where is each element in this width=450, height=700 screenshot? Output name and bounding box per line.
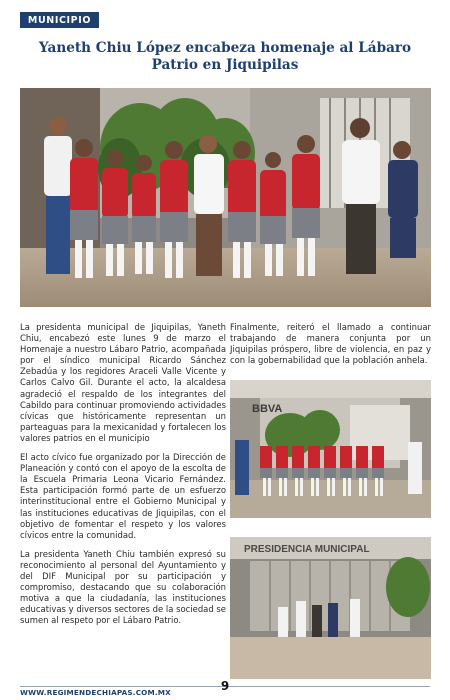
presidencia-photo <box>230 537 431 679</box>
building-sign: PRESIDENCIA MUNICIPAL <box>244 544 370 555</box>
article-body-left <box>20 322 226 634</box>
body-paragraph: El acto cívico fue organizado por la Dirección de Planeación y contó con el apoyo de la escolta de la Escuela Primaria Leona Vicario Fernández. Esta participación formó parte de un esfuerzo interinstitucional entre el Gobierno Municipal y las instituciones educativas de Jiquipilas, con el objetivo de fomentar el respeto y los valores cívicos entre la comunidad. <box>20 452 226 540</box>
body-paragraph: La presidenta municipal de Jiquipilas, Yaneth Chiu, encabezó este lunes 9 de marzo el Homenaje a nuestro Lábaro Patrio, acompañada por el síndico municipal Ricardo Sánchez Zebadúa y los regidores Araceli Valle Vicente y Carlos Calvo Gil. Durante el acto, la alcaldesa agradeció el respaldo de los integrantes del Cabildo para continuar promoviendo actividades cívicas que históricamente representan un parteaguas para la mexicanidad y fortalecen los valores patrios en el municipio <box>20 322 226 443</box>
body-paragraph: La presidenta Yaneth Chiu también expresó su reconocimiento al personal del Ayuntamiento y del DIF Municipal por su participación y compromiso, destacando que su colaboración motiva a que la ciudadanía, las instituciones educativas y diversos sectores de la sociedad se sumen al respeto por el Lábaro Patrio. <box>20 548 226 626</box>
article-body-right <box>230 322 431 374</box>
footer-url[interactable]: WWW.REGIMENDECHIAPAS.COM.MX <box>20 688 171 697</box>
escolta-photo <box>230 380 431 518</box>
section-tag: MUNICIPIO <box>20 12 99 28</box>
body-paragraph: Finalmente, reiteró el llamado a continuar trabajando de manera conjunta por un Jiquipilas próspero, libre de violencia, en paz y con la gobernabilidad que la población anhela. <box>230 322 431 366</box>
article-headline: Yaneth Chiu López encabeza homenaje al Lábaro Patrio en Jiquipilas <box>38 40 412 73</box>
bank-sign: BBVA <box>252 403 283 415</box>
hero-photo <box>20 88 431 307</box>
page-number: 9 <box>220 679 230 693</box>
